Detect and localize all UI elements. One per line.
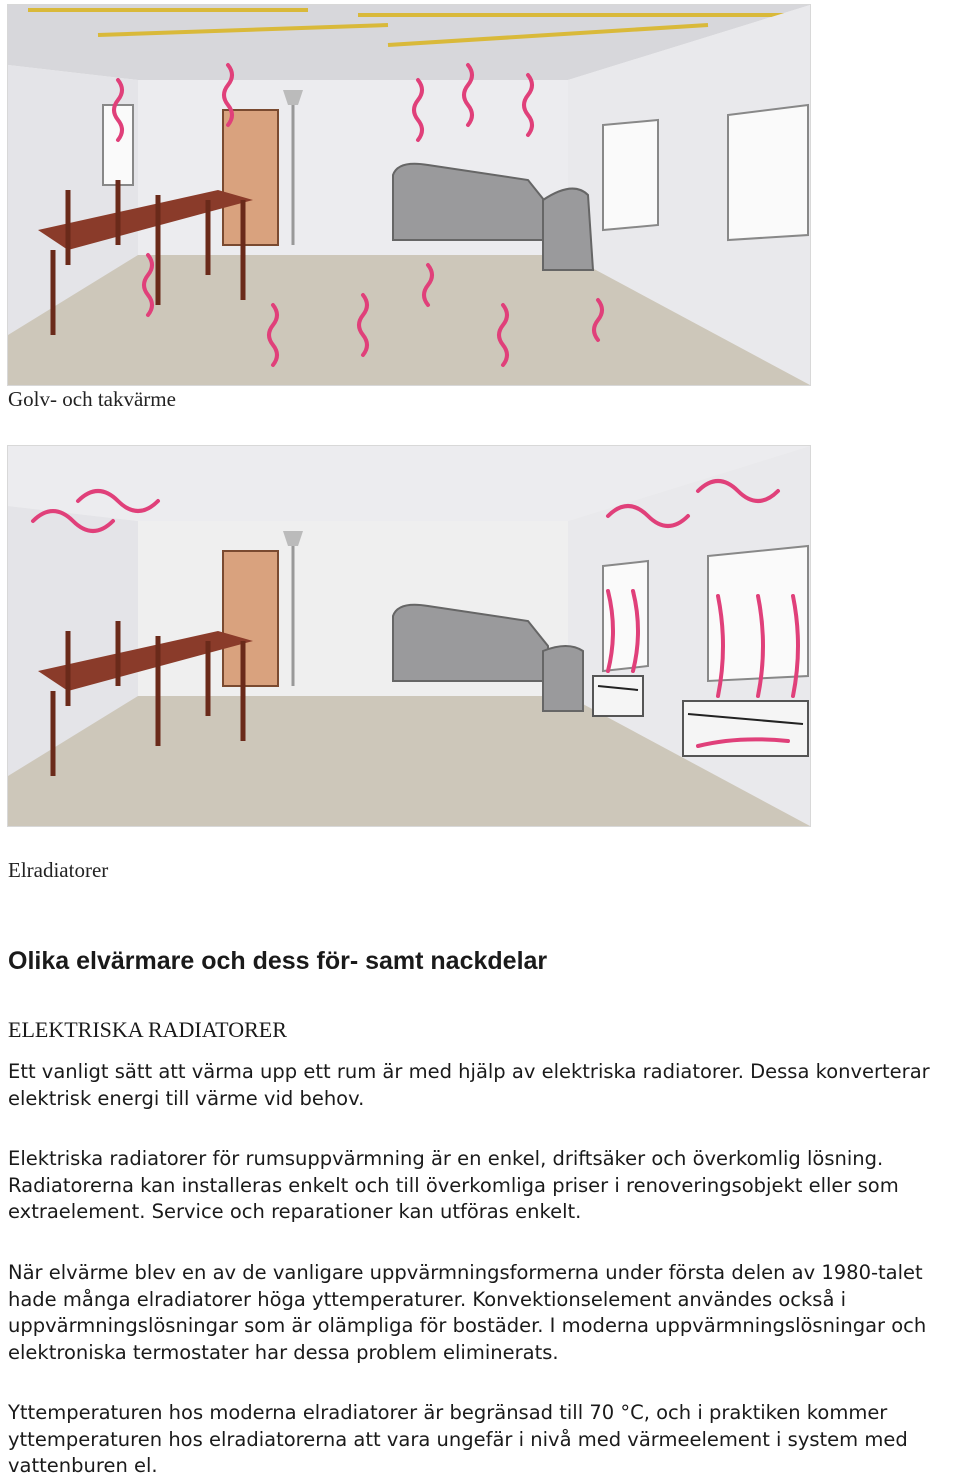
electric-radiators-illustration — [7, 445, 811, 827]
paragraph-history: När elvärme blev en av de vanligare uppvärmningsformerna under första delen av 1980-talet hade många elradiatorer höga yttemperaturer. Konvektionselement användes också i uppvärmningslösningar som är olämpliga för bostäder. I moderna uppvärmningslösningar och elektroniska termostater har dessa problem eliminerats. — [8, 1261, 927, 1364]
paragraph-temperature: Yttemperaturen hos moderna elradiatorer är begränsad till 70 °C, och i praktiken kommer yttemperaturen hos elradiatorerna att vara ungefär i nivå med värmeelement i system med vattenburen el. — [8, 1401, 908, 1477]
figure1-caption: Golv- och takvärme — [8, 387, 176, 411]
paragraph-benefits: Elektriska radiatorer för rumsuppvärmning är en enkel, driftsäker och överkomlig lösning. Radiatorerna kan installeras enkelt och till överkomliga priser i renoveringsobjekt eller som extraelement. Service och reparationer kan utföras enkelt. — [8, 1147, 899, 1223]
floor-ceiling-heating-illustration — [7, 4, 811, 386]
paragraph-intro: Ett vanligt sätt att värma upp ett rum är med hjälp av elektriska radiatorer. Dessa konverterar elektrisk energi till värme vid behov. — [8, 1060, 930, 1110]
article-title: Olika elvärmare och dess för- samt nackdelar — [8, 947, 548, 975]
figure2-caption: Elradiatorer — [8, 858, 109, 882]
section-heading: ELEKTRISKA RADIATORER — [8, 1017, 287, 1042]
